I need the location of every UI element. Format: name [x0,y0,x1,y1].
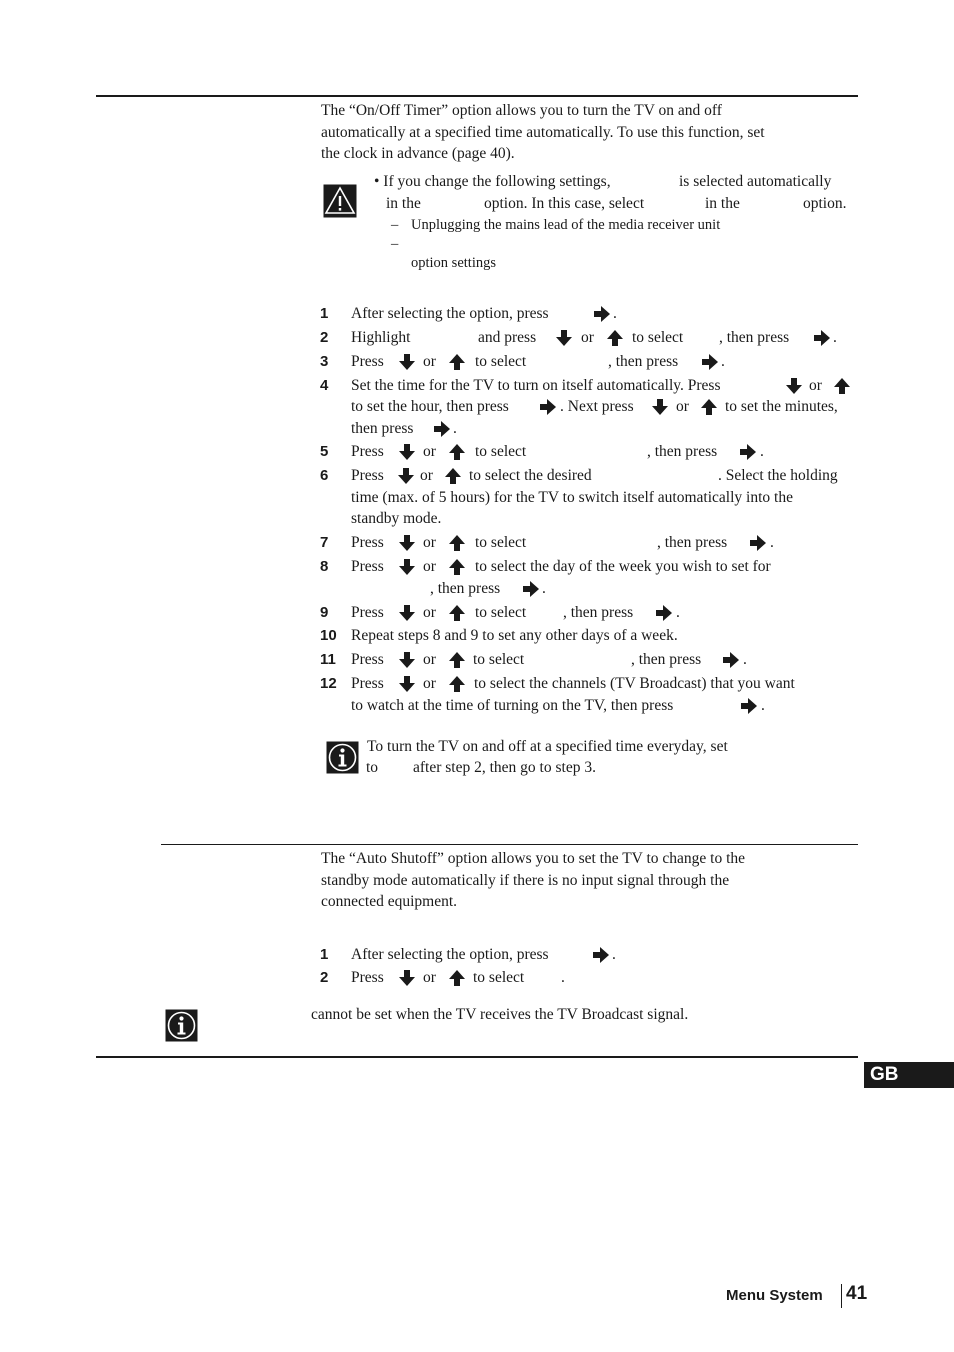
intro-paragraph-shutoff [321,848,861,913]
down-arrow-icon [555,329,573,347]
up-arrow-icon [448,675,466,693]
step-text: . [760,443,764,460]
intro-line: standby mode automatically if there is no input signal through the [321,871,730,889]
caution-text: option. [803,195,847,212]
right-arrow-icon [813,329,831,347]
region-tab: GB [864,1062,954,1088]
step-text: to select [475,534,527,551]
tip-text: To turn the TV on and off at a specified time everyday, set [367,738,728,755]
right-arrow-icon [740,697,758,715]
down-arrow-icon [398,558,416,576]
down-arrow-icon [398,353,416,371]
footer-divider [841,1284,842,1308]
step-text: . [721,353,725,370]
step-text: Press [351,604,384,621]
down-arrow-icon [398,651,416,669]
step-text: to set the minutes, [725,398,838,415]
step-text: . [453,420,457,437]
step-text: Press [351,467,384,484]
intro-line: connected equipment. [321,893,458,910]
step-text: . [761,697,765,714]
info-icon [165,1009,198,1042]
step-text: or [423,969,436,986]
step-text: to set the hour, then press [351,398,509,415]
down-arrow-icon [398,534,416,552]
step-text: or [423,353,436,370]
step-text: Press [351,675,384,692]
step-text: . [676,604,680,621]
step-8 [320,556,860,600]
caution-icon [323,184,357,218]
step-number: 1 [320,946,329,963]
step-text: or [676,398,689,415]
step-number: 4 [320,377,329,394]
step-text: to select [473,969,525,986]
step-text: or [423,443,436,460]
right-arrow-icon [701,353,719,371]
step-text: to select [632,329,684,346]
step-text: , then press [430,580,501,597]
right-arrow-icon [749,534,767,552]
right-arrow-icon [593,305,611,323]
step-text: to select [473,651,525,668]
step-text: Press [351,651,384,668]
up-arrow-icon [448,558,466,576]
step-text: Set the time for the TV to turn on itself automatically. Press [351,377,721,394]
step-text: Press [351,534,384,551]
step-text: Repeat steps 8 and 9 to set any other days of a week. [351,627,678,644]
right-arrow-icon [592,946,610,964]
step-number: 2 [320,329,329,346]
caution-text: • If you change the following settings, [374,173,611,190]
step-text: , then press [719,329,790,346]
step-text: or [423,651,436,668]
up-arrow-icon [448,534,466,552]
step-text: or [423,675,436,692]
step-text: to watch at the time of turning on the TV, then press [351,697,674,714]
step-text: Press [351,443,384,460]
step-text: or [423,604,436,621]
tip-text: after step 2, then go to step 3. [413,759,596,776]
step-number: 6 [320,467,329,484]
step-text: or [423,558,436,575]
caution-text: option. In this case, select [484,195,645,212]
step-text: . [770,534,774,551]
step-text: time (max. of 5 hours) for the TV to switch itself automatically into the [351,489,793,506]
step-text: Press [351,353,384,370]
footer-section-title: Menu System [726,1287,823,1304]
step-text: . [613,305,617,322]
caution-item: Unplugging the mains lead of the media receiver unit [411,217,721,233]
step-number: 11 [320,651,336,668]
up-arrow-icon [448,651,466,669]
up-arrow-icon [606,329,624,347]
step-text: . [542,580,546,597]
step-text: . Next press [560,398,634,415]
step-number: 8 [320,558,329,575]
step-text: or [809,377,822,394]
page-number: 41 [846,1283,868,1304]
intro-line: the clock in advance (page 40). [321,145,515,162]
section-rule [161,844,858,845]
step-text: . [612,946,616,963]
right-arrow-icon [739,443,757,461]
down-arrow-icon [398,675,416,693]
step-number: 9 [320,604,329,621]
step-text: to select [475,604,527,621]
right-arrow-icon [655,604,673,622]
step-text: . [561,969,565,986]
step-text: then press [351,420,414,437]
down-arrow-icon [397,467,415,485]
down-arrow-icon [398,443,416,461]
step-text: Press [351,969,384,986]
step-text: to select the channels (TV Broadcast) that you want [474,675,795,692]
step-text: to select the desired [469,467,592,484]
bottom-rule [96,1056,858,1058]
down-arrow-icon [398,969,416,987]
step-text: to select [475,353,527,370]
step-number: 3 [320,353,329,370]
intro-line: automatically at a specified time automatically. To use this function, set [321,123,765,141]
step-text: or [423,534,436,551]
caution-dash: – [391,217,399,233]
caution-text: in the [705,195,740,212]
step-text: or [420,467,433,484]
step-text: , then press [563,604,634,621]
step-text: Highlight [351,329,411,346]
step-text: , then press [657,534,728,551]
caution-dash: – [391,236,399,252]
down-arrow-icon [785,377,803,395]
intro-paragraph-timer [321,100,861,165]
right-arrow-icon [433,420,451,438]
step-text: . [743,651,747,668]
up-arrow-icon [448,353,466,371]
intro-line: The “On/Off Timer” option allows you to turn the TV on and off [321,102,722,119]
tip-text: to [366,759,379,776]
up-arrow-icon [448,969,466,987]
step-4 [320,375,860,441]
step-number: 7 [320,534,329,551]
step-text: Press [351,558,384,575]
up-arrow-icon [448,604,466,622]
step-text: . [833,329,837,346]
right-arrow-icon [722,651,740,669]
note-text: cannot be set when the TV receives the TV Broadcast signal. [311,1006,689,1023]
step-text: , then press [608,353,679,370]
step-number: 10 [320,627,337,644]
step-text: standby mode. [351,510,442,527]
step-text: and press [478,329,537,346]
up-arrow-icon [444,467,462,485]
intro-line: The “Auto Shutoff” option allows you to set the TV to change to the [321,850,746,867]
step-text: , then press [631,651,702,668]
step-text: . Select the holding [718,467,838,484]
right-arrow-icon [539,398,557,416]
up-arrow-icon [448,443,466,461]
caution-text: is selected automatically [679,173,832,190]
up-arrow-icon [833,377,851,395]
step-text: to select [475,443,527,460]
down-arrow-icon [651,398,669,416]
step-text: After selecting the option, press [351,305,549,322]
info-icon [326,741,359,774]
step-text: , then press [647,443,718,460]
top-rule [96,95,858,97]
step-12 [320,673,860,717]
step-6 [320,465,860,531]
step-number: 1 [320,305,329,322]
step-number: 5 [320,443,329,460]
right-arrow-icon [522,580,540,598]
up-arrow-icon [700,398,718,416]
caution-text: in the [386,195,421,212]
step-number: 12 [320,675,337,692]
step-number: 2 [320,969,329,986]
down-arrow-icon [398,604,416,622]
step-text: After selecting the option, press [351,946,549,963]
step-text: or [581,329,594,346]
step-text: to select the day of the week you wish to set for [475,558,771,575]
caution-item: option settings [411,255,496,271]
